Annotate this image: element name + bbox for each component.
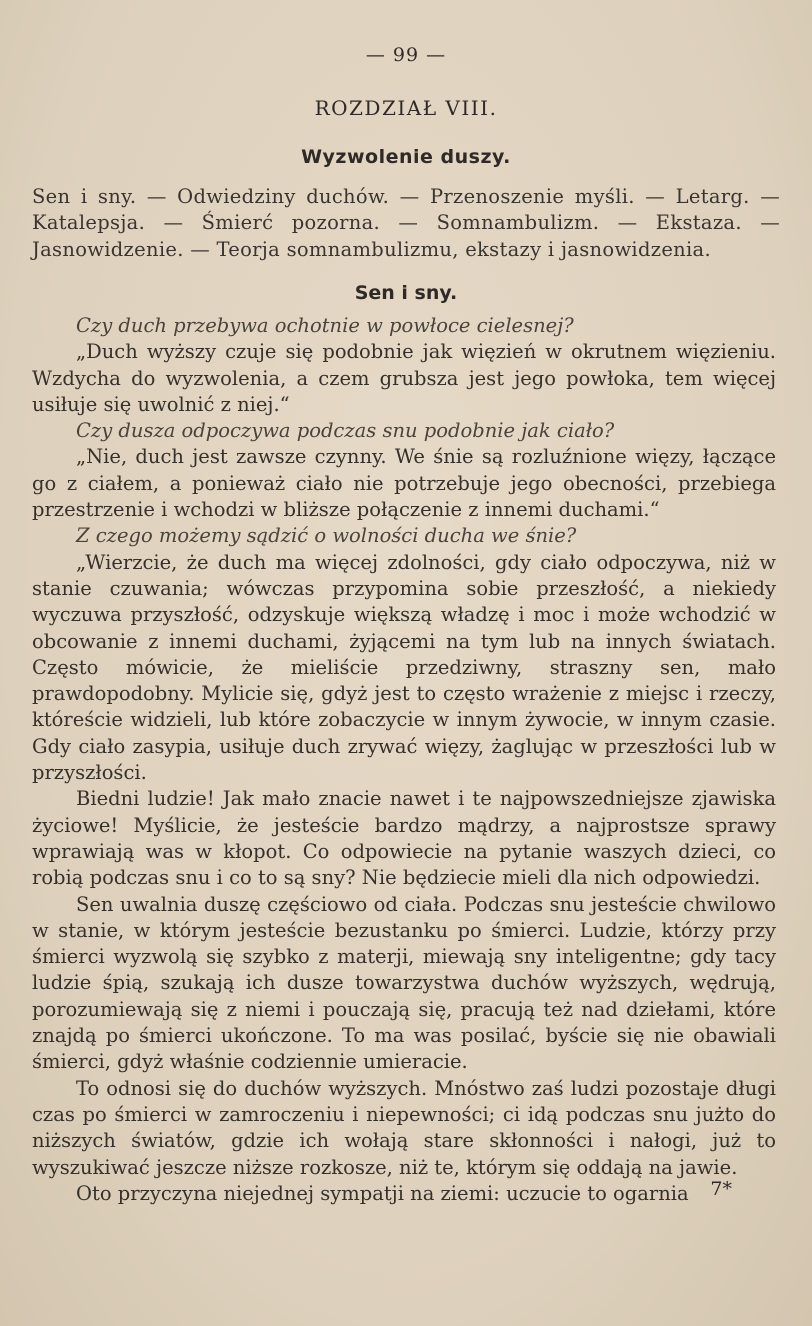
question-paragraph: Z czego możemy sądzić o wolności ducha we śnie? [76, 524, 577, 548]
body-text [32, 313, 776, 1207]
section-title: Sen i sny. [354, 282, 458, 304]
question-paragraph: Czy duch przebywa ochotnie w powłoce cielesnej? [76, 314, 574, 337]
signature-mark: 7* [710, 1178, 732, 1200]
answer-paragraph: Oto przyczyna niejednej sympatji na ziemi: uczucie to ogarnia [76, 1181, 689, 1205]
answer-paragraph: „Duch wyższy czuje się podobnie jak więzień w okrutnem więzieniu. Wzdycha do wyzwolenia, a czem grubsza jest jego powłoka, tem więcej usiłuje się uwolnić z niej.“ [32, 340, 776, 416]
chapter-summary: Sen i sny. — Odwiedziny duchów. — Przenoszenie myśli. — Letarg. — Katalepsja. — Śmierć pozorna. — Somnambulizm. — Ekstaza. — Jasnowidzenie. — Teorja somnambulizmu, ekstazy i jasnowidzenia. [32, 185, 780, 261]
answer-paragraph: „Wierzcie, że duch ma więcej zdolności, gdy ciało odpoczywa, niż w stanie czuwania; wówczas przypomina sobie przeszłość, a niekiedy wyczuwa przyszłość, odzyskuje większą władzę i moc i może wchodzić w obcowanie z innemi duchami, żyjącemi na tym lub na innych światach. Często mówicie, że mieliście przedziwny, straszny sen, mało prawdopodobny. Mylicie się, gdyż jest to często wrażenie z miejsc i rzeczy, któreście widzieli, lub które zobaczycie w innym żywocie, w innym czasie. Gdy ciało zasypia, usiłuje duch zrywać więzy, żaglując w przeszłości lub w przyszłości. [32, 550, 776, 785]
question-paragraph: Czy dusza odpoczywa podczas snu podobnie jak ciało? [76, 419, 615, 443]
answer-paragraph: Biedni ludzie! Jak mało znacie nawet i te najpowszedniejsze zjawiska życiowe! Myślicie, że jesteście bardzo mądrzy, a najprostsze sprawy wprawiają was w kłopot. Co odpowiecie na pytanie waszych dzieci, co robią podczas snu i co to są sny? Nie będziecie mieli dla nich odpowiedzi. [32, 787, 776, 890]
chapter-title: Wyzwolenie duszy. [301, 146, 511, 168]
chapter-heading: ROZDZIAŁ VIII. [314, 96, 498, 120]
answer-paragraph: Sen uwalnia duszę częściowo od ciała. Podczas snu jesteście chwilowo w stanie, w którym jesteście bezustanku po śmierci. Ludzie, którzy przy śmierci wyzwolą się szybko z materji, miewają sny inteligentne; gdy tacy ludzie śpią, szukają ich dusze towarzystwa duchów wyższych, wędrują, porozumiewają się z niemi i pouczają się, pracują też nad dziełami, które znajdą po śmierci ukończone. To ma was posilać, byście się nie obawiali śmierci, gdyż właśnie codziennie umieracie. [32, 892, 776, 1074]
page-number: — 99 — [365, 44, 447, 66]
answer-paragraph: „Nie, duch jest zawsze czynny. We śnie są rozluźnione więzy, łączące go z ciałem, a ponieważ ciało nie potrzebuje jego obecności, przebiega przestrzenie i wchodzi w bliższe połączenie z innemi duchami.“ [32, 445, 776, 522]
answer-paragraph: To odnosi się do duchów wyższych. Mnóstwo zaś ludzi pozostaje długi czas po śmierci w zamroczeniu i niepewności; ci idą podczas snu jużto do niższych światów, gdzie ich wołają stare skłonności i nałogi, już to wyszukiwać jeszcze niższe rozkosze, niż te, którym się oddają na jawie. [32, 1076, 776, 1179]
